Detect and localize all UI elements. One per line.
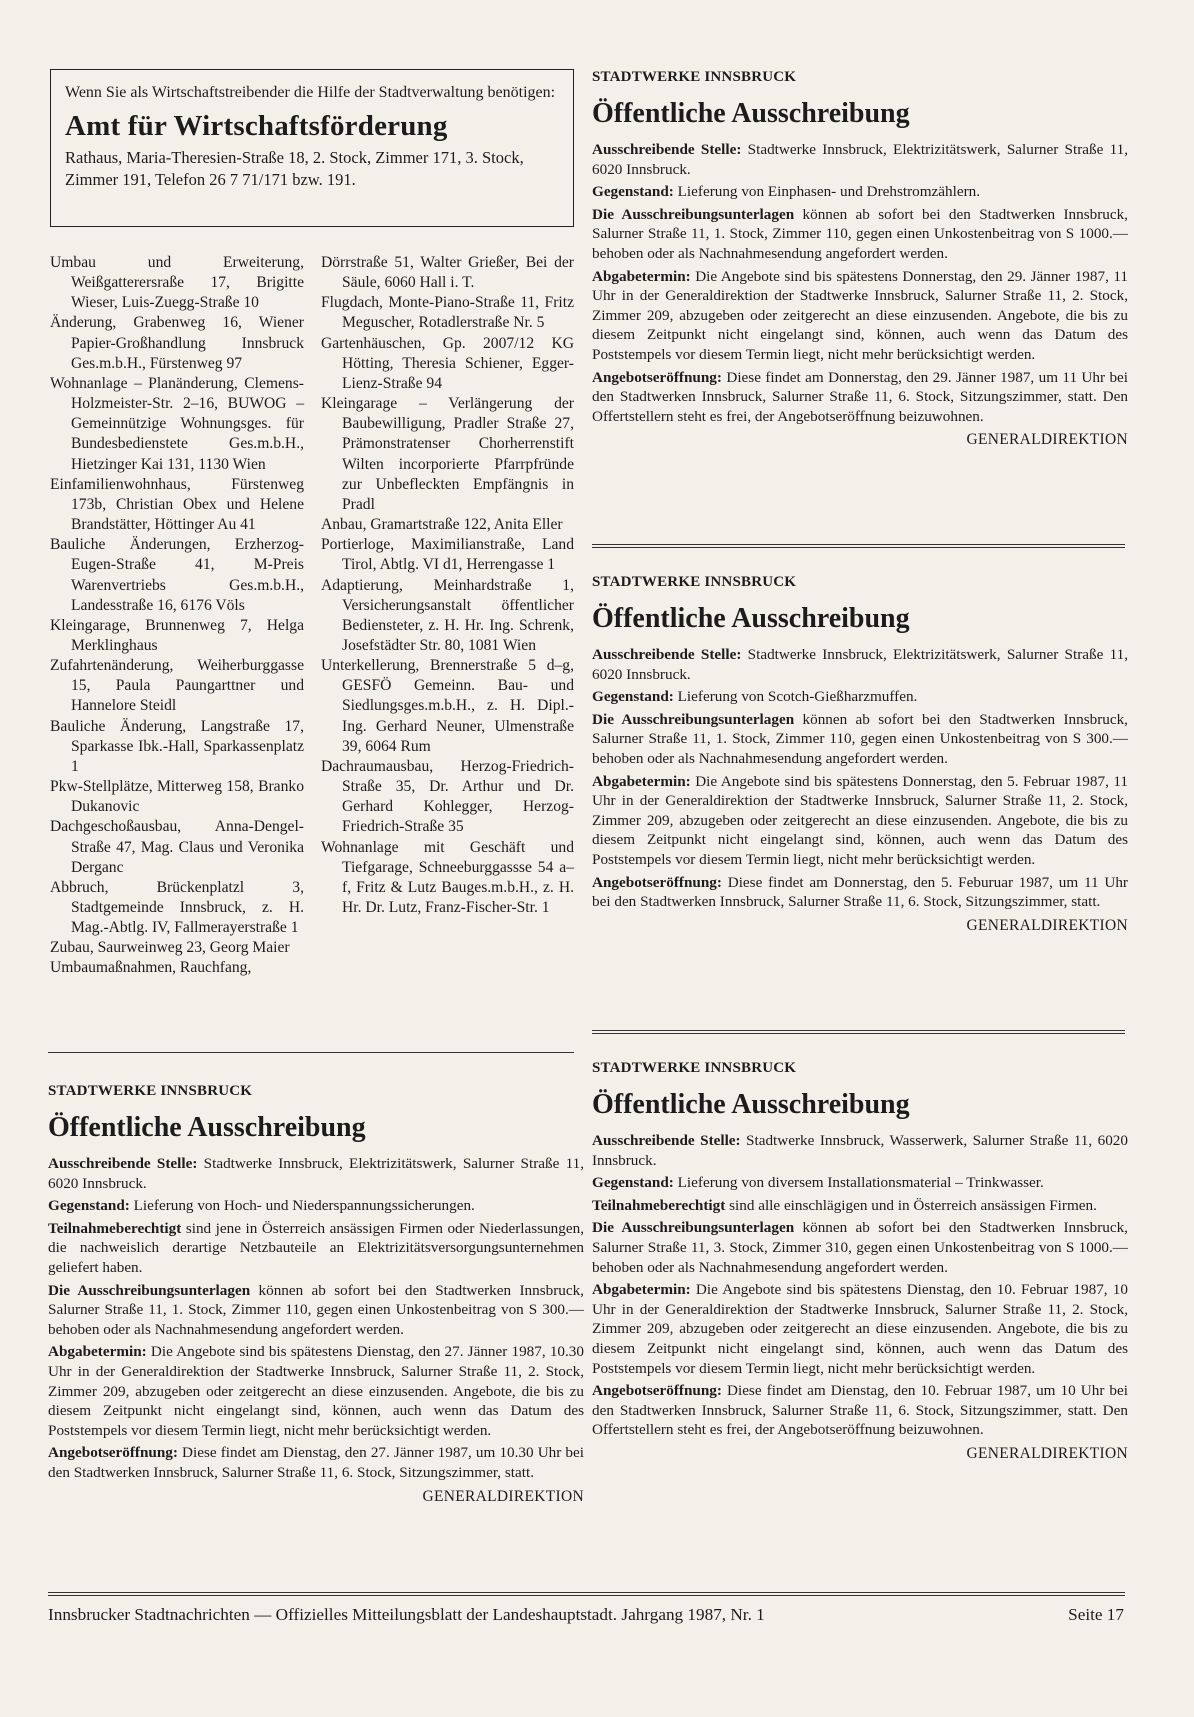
signature: GENERALDIREKTION [966, 916, 1128, 934]
building-permit-entry: Einfamilienwohnhaus, Fürstenweg 173b, Christian Obex und Helene Brandstätter, Höttinger Au 41 [50, 475, 304, 534]
subject-paragraph: Gegenstand: Lieferung von Scotch-Gießharzmuffen. [592, 688, 918, 706]
deadline-paragraph: Abgabetermin: Die Angebote sind bis spätestens Dienstag, den 27. Jänner 1987, 10.30 Uhr in der Generaldirektion der Stadtwerke Innsbruck, Salurner Straße 11, 2. Stock, Zimmer 209, abzugeben oder zeitgerecht an diese einzusenden. Angebote, die bis zu diesem Zeitpunkt nicht eingelangt sind, können, auch wenn das Datum des Poststempels vor diesem Termin liegt, nicht mehr berücksichtigt werden. [48, 1343, 584, 1439]
building-permit-entry: Abbruch, Brückenplatzl 3, Stadtgemeinde Innsbruck, z. H. Mag.-Abtlg. IV, Fallmerayerstraße 1 [50, 878, 304, 937]
subject-paragraph: Gegenstand: Lieferung von diversem Installationsmaterial – Trinkwasser. [592, 1174, 1044, 1192]
kicker: STADTWERKE INNSBRUCK [592, 574, 797, 590]
kicker: STADTWERKE INNSBRUCK [592, 1060, 797, 1076]
building-permit-entry: Wohnanlage mit Geschäft und Tiefgarage, Schneeburggassse 54 a–f, Fritz & Lutz Bauges.m.b.H., z. H. Hr. Dr. Lutz, Franz-Fischer-Str. 1 [321, 838, 574, 916]
building-permit-entry: Kleingarage, Brunnenweg 7, Helga Merklinghaus [50, 616, 304, 654]
building-permit-entry: Zufahrtenänderung, Weiherburggasse 15, Paula Paungarttner und Hannelore Steidl [50, 657, 304, 715]
deadline-paragraph: Abgabetermin: Die Angebote sind bis spätestens Dienstag, den 10. Februar 1987, 10 Uhr in der Generaldirektion der Stadtwerke Innsbruck, Salurner Straße 11, 2. Stock, Zimmer 209, abzugeben oder zeitgerecht an diese einzusenden. Angebote, die bis zu diesem Zeitpunkt nicht eingelangt sind, können, auch wenn das Datum des Poststempels vor diesem Termin liegt, nicht mehr berücksichtigt werden. [592, 1281, 1128, 1377]
page-footer [48, 1604, 1124, 1626]
building-permit-entry: Wohnanlage – Planänderung, Clemens-Holzmeister-Str. 2–16, BUWOG – Gemeinnützige Wohnungsges. für Bundesbedienstete Ges.m.b.H., Hietzinger Kai 131, 1130 Wien [50, 374, 304, 473]
announcement-title: Öffentliche Ausschreibung [592, 98, 910, 129]
infobox-title: Amt für Wirtschaftsförderung [65, 110, 448, 142]
documents-paragraph: Die Ausschreibungsunterlagen können ab sofort bei den Stadtwerken Innsbruck, Salurner Straße 11, 1. Stock, Zimmer 110, gegen einen Unkostenbeitrag von S 300.— behoben oder als Nachnahmesendung angefordert werden. [592, 710, 1128, 767]
building-permit-entry: Pkw-Stellplätze, Mitterweg 158, Branko Dukanovic [50, 778, 304, 816]
opening-paragraph: Angebotseröffnung: Diese findet am Dienstag, den 27. Jänner 1987, um 10.30 Uhr bei den Stadtwerken Innsbruck, Salurner Straße 11, 6. Stock, Sitzungszimmer, statt. [48, 1444, 584, 1481]
page-number: Seite 17 [1068, 1605, 1124, 1624]
infobox-intro: Wenn Sie als Wirtschaftstreibender die Hilfe der Stadtverwaltung benötigen: [65, 84, 556, 101]
subject-paragraph: Gegenstand: Lieferung von Einphasen- und Drehstromzählern. [592, 183, 981, 201]
documents-paragraph: Die Ausschreibungsunterlagen können ab sofort bei den Stadtwerken Innsbruck, Salurner Straße 11, 1. Stock, Zimmer 110, gegen einen Unkostenbeitrag von S 1000.— behoben oder als Nachnahmesendung angefordert werden. [592, 205, 1128, 262]
deadline-paragraph: Abgabetermin: Die Angebote sind bis spätestens Donnerstag, den 5. Februar 1987, 11 Uhr in der Generaldirektion der Stadtwerke Innsbruck, Salurner Straße 11, 2. Stock, Zimmer 209, abzugeben oder zeitgerecht an diese einzusenden. Angebote, die bis zu diesem Zeitpunkt nicht eingelangt sind, können, auch wenn das Datum des Poststempels vor diesem Termin liegt, nicht mehr berücksichtigt werden. [592, 772, 1128, 868]
kicker: STADTWERKE INNSBRUCK [48, 1083, 253, 1099]
issuer-paragraph: Ausschreibende Stelle: Stadtwerke Innsbruck, Elektrizitätswerk, Salurner Straße 11, 6020 Innsbruck. [592, 141, 1129, 178]
opening-paragraph: Angebotseröffnung: Diese findet am Donnerstag, den 29. Jänner 1987, um 11 Uhr bei den Stadtwerken Innsbruck, Salurner Straße 11, 6. Stock, Sitzungszimmer, statt. Den Offertstellern steht es frei, der Angebotseröffnung beizuwohnen. [592, 368, 1128, 425]
signature: GENERALDIREKTION [966, 1444, 1128, 1462]
building-permit-entry: Bauliche Änderung, Langstraße 17, Sparkasse Ibk.-Hall, Sparkassenplatz 1 [50, 717, 304, 775]
tender-announcement-fuses [48, 1082, 584, 1506]
building-list-column-2 [321, 253, 574, 918]
publication-line: Innsbrucker Stadtnachrichten — Offizielles Mitteilungsblatt der Landeshauptstadt. Jahrgang 1987, Nr. 1 [48, 1605, 765, 1624]
building-permit-entry: Kleingarage – Verlängerung der Baubewilligung, Pradler Straße 27, Prämonstratenser Chorherrenstift Wilten incorporierte Pfarrpfründe zur Unbefleckten Empfängnis in Pradl [321, 395, 574, 513]
divider-left [48, 1052, 574, 1053]
building-list-column-1 [50, 253, 304, 979]
eligibility-paragraph: Teilnahmeberechtigt sind jene in Österreich ansässigen Firmen oder Niederlassungen, die nachweislich derartige Netzbauteile an Elektrizitätsversorgungsunternehmen geliefert haben. [48, 1219, 584, 1276]
opening-paragraph: Angebotseröffnung: Diese findet am Dienstag, den 10. Februar 1987, um 10 Uhr bei den Stadtwerken Innsbruck, Salurner Straße 11, 6. Stock, Sitzungszimmer, statt. Den Offertstellern steht es frei, der Angebotseröffnung beizuwohnen. [592, 1382, 1128, 1439]
building-permit-entry: Unterkellerung, Brennerstraße 5 d–g, GESFÖ Gemeinn. Bau- und Siedlungsges.m.b.H., z. H. Dipl.-Ing. Gerhard Neuner, Ulmenstraße 39, 6064 Rum [321, 657, 574, 755]
tender-announcement-meters [592, 68, 1128, 450]
documents-paragraph: Die Ausschreibungsunterlagen können ab sofort bei den Stadtwerken Innsbruck, Salurner Straße 11, 3. Stock, Zimmer 310, gegen einen Unkostenbeitrag von S 1000.— behoben oder als Nachnahmesendung angefordert werden. [592, 1219, 1128, 1276]
kicker: STADTWERKE INNSBRUCK [592, 69, 797, 85]
deadline-paragraph: Abgabetermin: Die Angebote sind bis spätestens Donnerstag, den 29. Jänner 1987, 11 Uhr in der Generaldirektion der Stadtwerke Innsbruck, Salurner Straße 11, 2. Stock, Zimmer 209, abzugeben oder zeitgerecht an diese einzusenden. Angebote, die bis zu diesem Zeitpunkt nicht eingelangt sind, können, auch wenn das Datum des Poststempels vor diesem Termin liegt, nicht mehr berücksichtigt werden. [592, 267, 1128, 363]
building-permit-entry: Dachgeschoßausbau, Anna-Dengel-Straße 47, Mag. Claus und Veronika Derganc [50, 818, 304, 876]
documents-paragraph: Die Ausschreibungsunterlagen können ab sofort bei den Stadtwerken Innsbruck, Salurner Straße 11, 1. Stock, Zimmer 110, gegen einen Unkostenbeitrag von S 300.— behoben oder als Nachnahmesendung angefordert werden. [48, 1281, 584, 1338]
building-permit-entry: Portierloge, Maximilianstraße, Land Tirol, Abtlg. VI d1, Herrengasse 1 [321, 536, 574, 574]
announcement-title: Öffentliche Ausschreibung [592, 1089, 910, 1120]
building-permit-entry: Dachraumausbau, Herzog-Friedrich-Straße 35, Dr. Arthur und Dr. Gerhard Kohlegger, Herzog-Friedrich-Straße 35 [321, 757, 574, 836]
footer-divider [48, 1592, 1125, 1596]
building-permit-entry: Änderung, Grabenweg 16, Wiener Papier-Großhandlung Innsbruck Ges.m.b.H., Fürstenweg 97 [50, 314, 304, 372]
divider-right-2 [592, 1030, 1125, 1034]
signature: GENERALDIREKTION [966, 431, 1128, 449]
issuer-paragraph: Ausschreibende Stelle: Stadtwerke Innsbruck, Elektrizitätswerk, Salurner Straße 11, 6020 Innsbruck. [48, 1155, 585, 1192]
divider-right-1 [592, 544, 1125, 548]
announcement-title: Öffentliche Ausschreibung [48, 1112, 366, 1143]
building-permit-entry: Dörrstraße 51, Walter Grießer, Bei der Säule, 6060 Hall i. T. [321, 254, 574, 292]
tender-announcement-sleeves [592, 573, 1128, 935]
infobox-address: Rathaus, Maria-Theresien-Straße 18, 2. Stock, Zimmer 171, 3. Stock, Zimmer 191, Telefon 26 7 71/171 bzw. 191. [65, 148, 524, 189]
economic-office-box [50, 69, 574, 227]
building-permit-entry: Umbau und Erweiterung, Weißgatterersraße 17, Brigitte Wieser, Luis-Zuegg-Straße 10 [50, 254, 304, 312]
issuer-paragraph: Ausschreibende Stelle: Stadtwerke Innsbruck, Wasserwerk, Salurner Straße 11, 6020 Innsbruck. [592, 1132, 1128, 1169]
building-permit-entry: Zubau, Saurweinweg 23, Georg Maier [50, 939, 290, 957]
building-permit-entry: Anbau, Gramartstraße 122, Anita Eller [321, 516, 563, 534]
building-permit-entry: Flugdach, Monte-Piano-Straße 11, Fritz Meguscher, Rotadlerstraße Nr. 5 [321, 294, 574, 332]
signature: GENERALDIREKTION [422, 1487, 584, 1505]
tender-announcement-installation [592, 1059, 1128, 1464]
building-permit-entry: Umbaumaßnahmen, Rauchfang, [50, 959, 252, 977]
issuer-paragraph: Ausschreibende Stelle: Stadtwerke Innsbruck, Elektrizitätswerk, Salurner Straße 11, 6020 Innsbruck. [592, 646, 1129, 683]
opening-paragraph: Angebotseröffnung: Diese findet am Donnerstag, den 5. Feburuar 1987, um 11 Uhr bei den Stadtwerken Innsbruck, Salurner Straße 11, 6. Stock, Sitzungszimmer, statt. [592, 873, 1128, 911]
eligibility-paragraph: Teilnahmeberechtigt sind alle einschlägigen und in Österreich ansässigen Firmen. [592, 1196, 1097, 1214]
building-permit-entry: Adaptierung, Meinhardstraße 1, Versicherungsanstalt öffentlicher Bediensteter, z. H. Hr. Ing. Schrenk, Josefstädter Str. 80, 1081 Wien [321, 576, 574, 654]
building-permit-entry: Bauliche Änderungen, Erzherzog-Eugen-Straße 41, M-Preis Warenvertriebs Ges.m.b.H., Landesstraße 16, 6176 Völs [50, 536, 304, 614]
subject-paragraph: Gegenstand: Lieferung von Hoch- und Niederspannungssicherungen. [48, 1197, 475, 1215]
announcement-title: Öffentliche Ausschreibung [592, 603, 910, 634]
building-permit-entry: Gartenhäuschen, Gp. 2007/12 KG Hötting, Theresia Schiener, Egger-Lienz-Straße 94 [321, 334, 574, 392]
